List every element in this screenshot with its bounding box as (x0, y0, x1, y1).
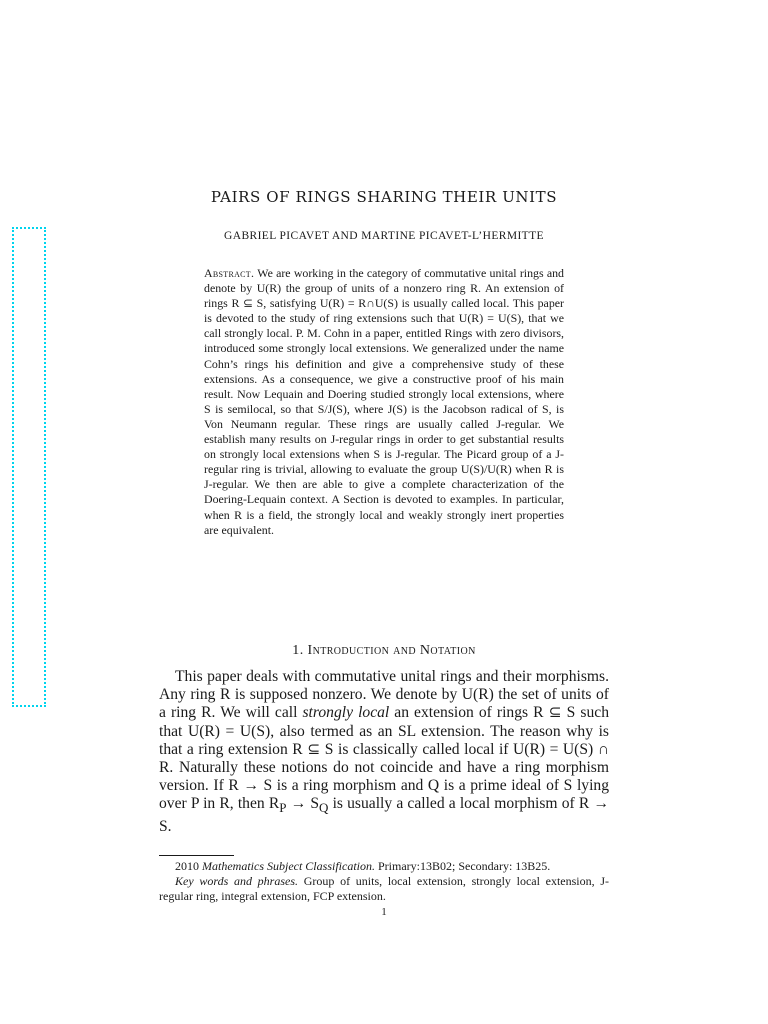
footnote-keywords (159, 874, 609, 904)
body-subscript: Q (319, 800, 329, 816)
section-heading (0, 643, 768, 659)
footnote-keywords-text: Group of units, local extension, strongly local extension, J-regular ring, integral extension, FCP extension. (159, 874, 609, 903)
footnote-msc (159, 859, 609, 874)
abstract-text: We are working in the category of commutative unital rings and denote by U(R) the group of units of a nonzero ring R. An extension of rings R ⊆ S, satisfying U(R) = R∩U(S) is usually called local. This paper is devoted to the study of ring extensions such that U(R) = U(S), that we call strongly local. P. M. Cohn in a paper, entitled Rings with zero divisors, introduced some strongly local extensions. We generalized under the name Cohn’s rings his definition and give a comprehensive study of these extensions. As a consequence, we give a constructive proof of his main result. Now Lequain and Doering studied strongly local extensions, where S is semilocal, so that S/J(S), where J(S) is the Jacobson radical of S, is Von Neumann regular. These rings are usually called J-regular. We establish many results on J-regular rings in order to get substantial results on strongly local extensions when S is J-regular. The Picard group of a J-regular ring is trivial, allowing to evaluate the group U(S)/U(R) when R is J-regular. We then are able to give a complete characterization of the Doering-Lequain context. A Section is devoted to examples. In particular, when R is a field, the strongly local and weakly strongly inert properties are equivalent. (204, 266, 564, 537)
margin-selection-box (12, 227, 46, 707)
footnote-msc-label: Mathematics Subject Classification. (202, 859, 375, 873)
footnotes (159, 859, 609, 904)
footnote-keywords-label: Key words and phrases. (175, 874, 299, 888)
body-text-part: an extension of rings R ⊆ S such that U(R) = U(S), also termed as an SL extension. The reason why is that a ring extension R ⊆ S is classically called local if U(R) = U(S) ∩ R. Naturally these notions do not coincide and have a ring morphism version. If R → S is a ring morphism and Q is a prime ideal of S lying over P in R, then R (159, 704, 609, 813)
paper-authors: GABRIEL PICAVET AND MARTINE PICAVET-L’HERMITTE (224, 230, 544, 242)
page-number: 1 (381, 906, 387, 918)
section-number: 1. (292, 643, 304, 658)
body-text-part: This paper deals with commutative unital rings and their morphisms. Any ring R is supposed nonzero. We denote by U(R) the set of units of a ring R. We will call (159, 668, 609, 722)
body-subscript: P (279, 800, 287, 816)
body-text-part: → S (286, 795, 320, 813)
body-paragraph (159, 668, 609, 836)
body-emphasis: strongly local (302, 704, 390, 722)
abstract-label: Abstract. (204, 266, 255, 280)
footnote-msc-text: Primary:13B02; Secondary: 13B25. (374, 859, 551, 873)
footnote-rule (159, 855, 234, 856)
footnote-msc-prefix: 2010 (175, 859, 202, 873)
body-text-part: is usually a called a local morphism of R → S. (159, 795, 609, 835)
abstract (204, 266, 564, 538)
paper-title: PAIRS OF RINGS SHARING THEIR UNITS (210, 188, 558, 206)
section-title: Introduction and Notation (307, 643, 476, 658)
